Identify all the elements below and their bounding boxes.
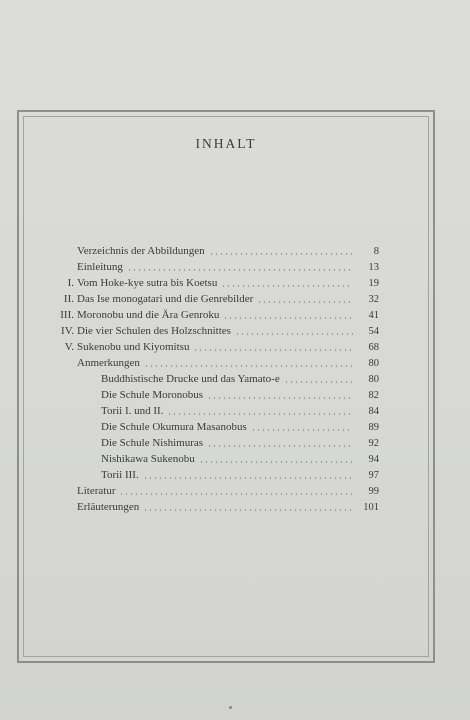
toc-entry-title: Einleitung: [77, 261, 123, 273]
toc-entry-page: 80: [368, 374, 379, 385]
toc-entry-title: Vom Hoke-kye sutra bis Koetsu: [77, 277, 218, 289]
toc-entry: [67, 274, 379, 290]
page-title: INHALT: [195, 136, 257, 151]
toc-entry-title: Die Schule Moronobus: [101, 389, 204, 401]
toc-entry-title: Nishikawa Sukenobu: [101, 453, 195, 465]
toc-entry-title: Die Schule Nishimuras: [101, 437, 204, 449]
toc-entry-title: Torii III.: [101, 469, 139, 481]
toc-subentry: [101, 370, 379, 386]
toc-entry-page: 92: [368, 438, 379, 449]
leader-dots: [193, 349, 353, 351]
toc-entry-page: 89: [368, 422, 379, 433]
toc-entry-title: Torii I. und II.: [101, 405, 164, 417]
toc-entry-page: 32: [368, 294, 379, 305]
toc-entry: [77, 354, 379, 370]
toc-entry-number: III.: [60, 309, 74, 321]
toc-entry-page: 84: [368, 406, 379, 417]
toc-subentry: [101, 466, 379, 482]
toc-entry: [77, 498, 379, 514]
toc-entry-number: V.: [64, 341, 74, 353]
toc-entry-title: Literatur: [77, 485, 116, 497]
toc-entry-page: 13: [368, 262, 379, 273]
leader-dots: [167, 413, 353, 415]
leader-dots: [127, 269, 353, 271]
leader-dots: [221, 285, 353, 287]
toc-entry: [60, 306, 379, 322]
toc-entry-title: Erläuterungen: [77, 501, 140, 513]
toc-entry-title: Die vier Schulen des Holzschnittes: [77, 325, 231, 337]
leader-dots: [209, 253, 353, 255]
leader-dots: [207, 445, 353, 447]
toc-entry: [77, 258, 379, 274]
toc-entry-page: 99: [368, 486, 379, 497]
toc-entry-page: 19: [368, 278, 379, 289]
leader-dots: [257, 301, 353, 303]
toc-entry-number: IV.: [61, 325, 74, 337]
toc-entry-page: 41: [368, 310, 379, 321]
toc-entry-page: 8: [373, 246, 379, 257]
paper-speck: [229, 706, 232, 709]
toc-entry-page: 68: [368, 342, 379, 353]
toc-entry-title: Verzeichnis der Abbildungen: [77, 245, 205, 257]
toc-entry-page: 80: [368, 358, 379, 369]
toc-subentry: [101, 450, 379, 466]
toc-subentry: [101, 434, 379, 450]
toc-entry: [77, 482, 379, 498]
leader-dots: [235, 333, 353, 335]
toc-entry-title: Anmerkungen: [77, 357, 140, 369]
toc-subentry: [101, 386, 379, 402]
toc-entry-number: II.: [63, 293, 74, 305]
toc-entry-title: Moronobu und die Ära Genroku: [77, 309, 220, 321]
leader-dots: [143, 477, 353, 479]
toc-entry-page: 94: [368, 454, 379, 465]
toc-entry-title: Buddhistische Drucke und das Yamato-e: [101, 373, 280, 385]
toc-entry-number: I.: [67, 277, 74, 289]
toc-entry-page: 82: [368, 390, 379, 401]
toc-entry-page: 101: [363, 502, 379, 513]
toc-subentry: [101, 402, 379, 418]
toc-entry: [77, 242, 379, 258]
toc-entry-page: 54: [368, 326, 379, 337]
toc-subentry: [101, 418, 379, 434]
leader-dots: [207, 397, 353, 399]
toc-entry-title: Das Ise monogatari und die Genrebilder: [77, 293, 254, 305]
leader-dots: [284, 381, 353, 383]
toc-entry-title: Die Schule Okumura Masanobus: [101, 421, 247, 433]
toc-entry: [63, 290, 379, 306]
toc-entry-title: Sukenobu und Kiyomitsu: [77, 341, 190, 353]
leader-dots: [199, 461, 353, 463]
toc-entry-page: 97: [368, 470, 379, 481]
leader-dots: [119, 493, 353, 495]
leader-dots: [223, 317, 353, 319]
leader-dots: [144, 365, 353, 367]
toc-entry: [64, 338, 379, 354]
leader-dots: [251, 429, 353, 431]
toc-entry: [61, 322, 379, 338]
leader-dots: [143, 509, 353, 511]
